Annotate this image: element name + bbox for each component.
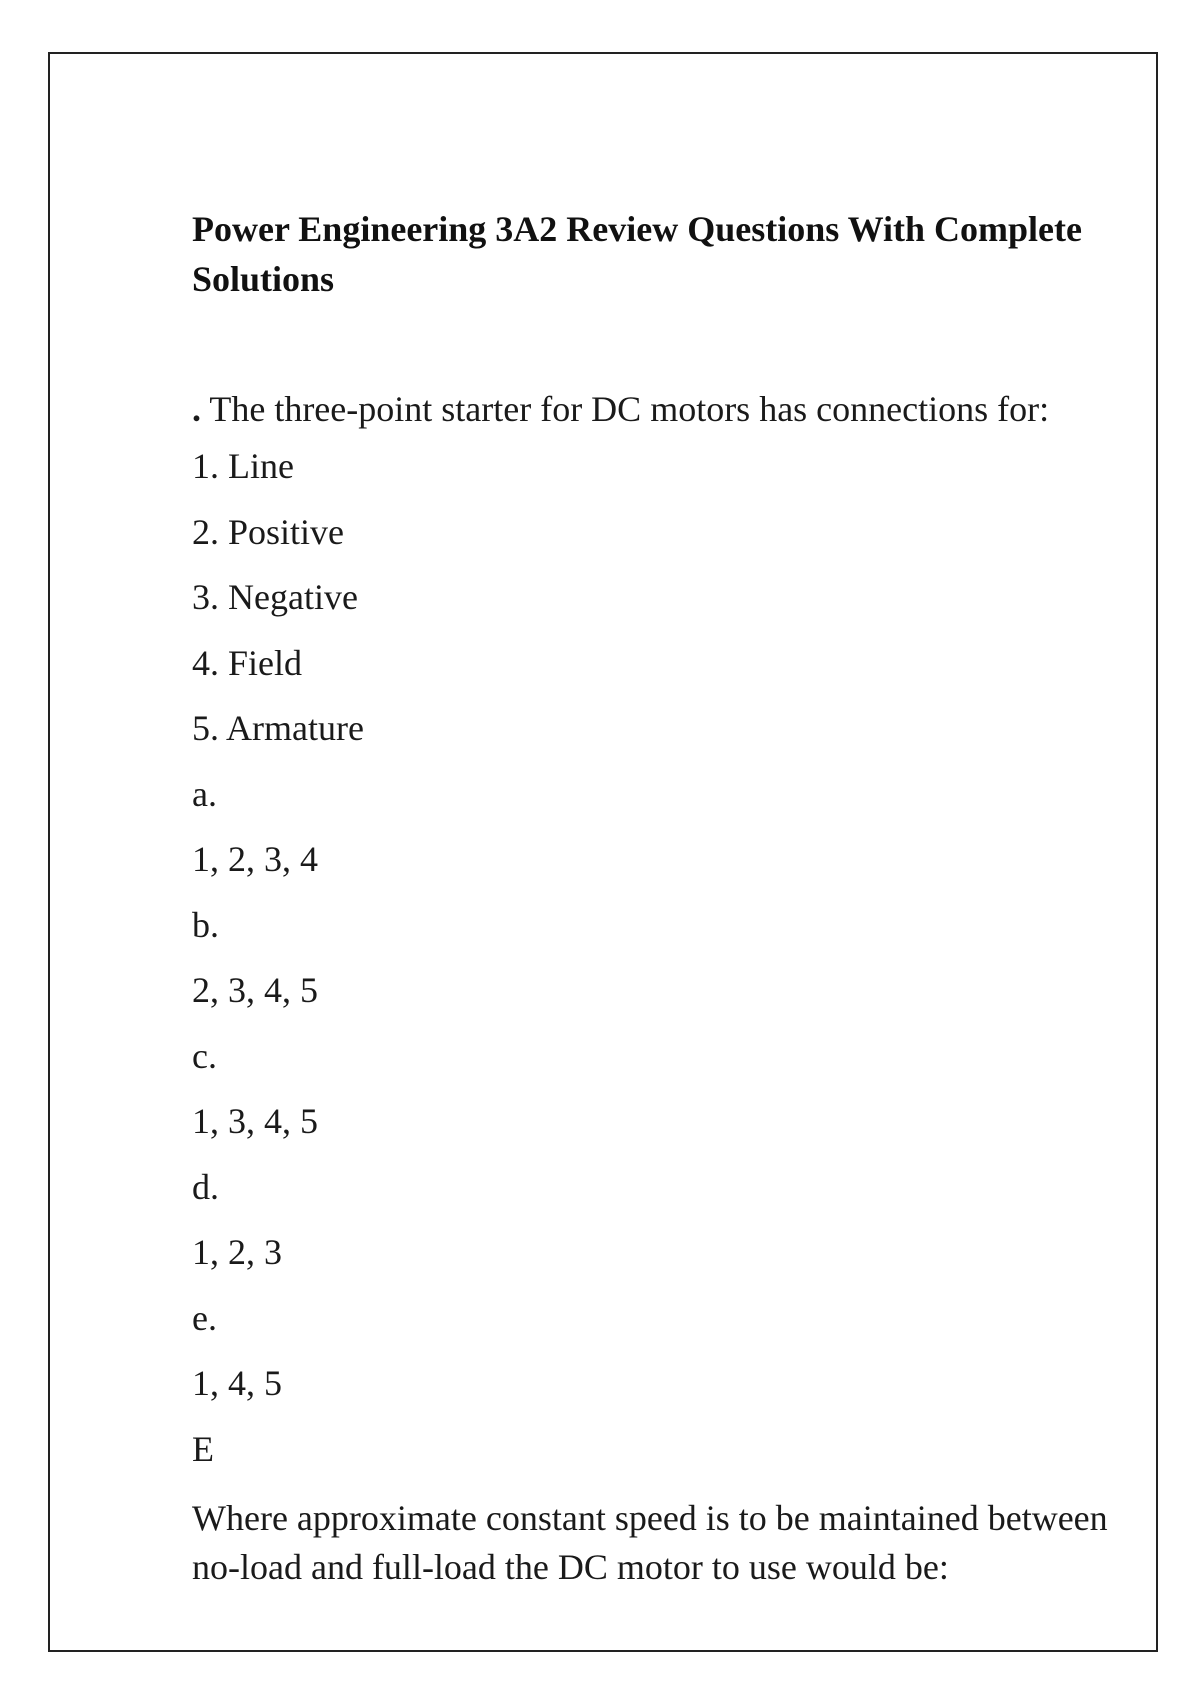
list-item: 4. Field	[192, 642, 303, 683]
list-item: 1. Line	[192, 446, 294, 486]
option-letter: e.	[192, 1297, 217, 1338]
option-letter: b.	[192, 904, 219, 945]
question-2-prompt: Where approximate constant speed is to be maintained between no-load and full-load the DC motor to use would be:	[192, 1498, 1108, 1587]
answer-key: E	[192, 1428, 214, 1469]
option-value: 1, 3, 4, 5	[192, 1101, 318, 1141]
question-1-bullet: .	[192, 389, 201, 429]
page-frame	[48, 52, 1158, 1652]
option-value: 2, 3, 4, 5	[192, 970, 318, 1010]
document-title: Power Engineering 3A2 Review Questions With Complete Solutions	[192, 209, 1082, 299]
option-letter: c.	[192, 1035, 217, 1076]
question-1-text: The three-point starter for DC motors has connections for:	[201, 389, 1050, 429]
question-1-body	[192, 446, 1122, 1494]
document-content	[192, 204, 1122, 1592]
list-item: 3. Negative	[192, 577, 358, 617]
option-value: 1, 4, 5	[192, 1363, 282, 1403]
list-item: 5. Armature	[192, 708, 364, 748]
question-1-prompt	[192, 380, 1122, 438]
option-value: 1, 2, 3	[192, 1232, 282, 1272]
list-item: 2. Positive	[192, 511, 345, 552]
option-letter: d.	[192, 1166, 219, 1207]
option-value: 1, 2, 3, 4	[192, 839, 318, 879]
option-letter: a.	[192, 773, 217, 814]
